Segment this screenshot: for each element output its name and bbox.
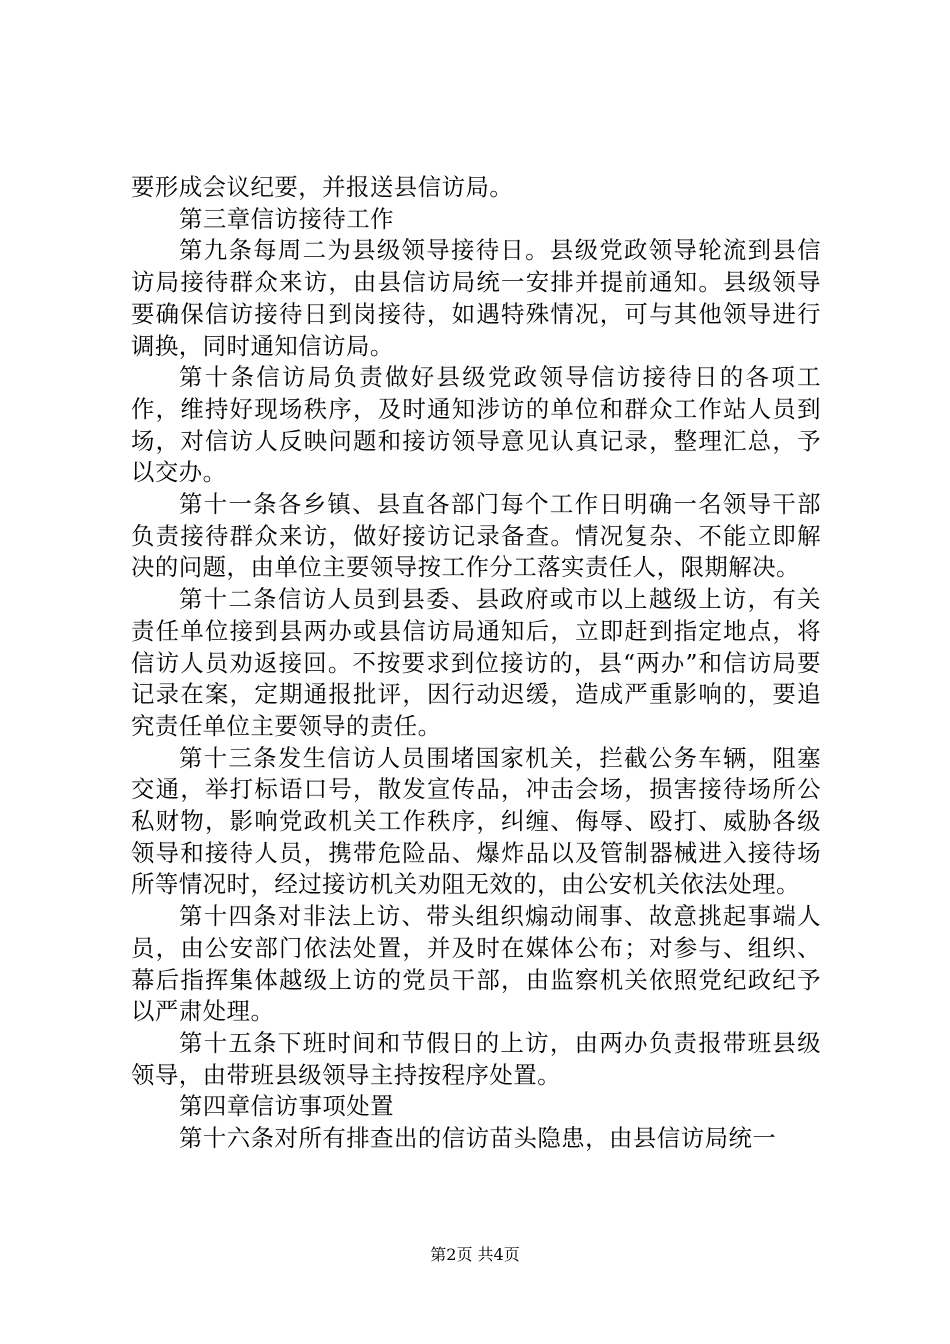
article-13: 第十三条发生信访人员围堵国家机关，拦截公务车辆，阻塞交通，举打标语口号，散发宣传品，冲击会场，损害接待场所公私财物，影响党政机关工作秩序，纠缠、侮辱、殴打、威胁各级领导和接待人员，携带危险品、爆炸品以及管制器械进入接待场所等情况时，经过接访机关劝阻无效的，由公安机关依法处理。 <box>131 743 821 899</box>
chapter-heading-3: 第三章信访接待工作 <box>179 204 395 233</box>
article-9: 第九条每周二为县级领导接待日。县级党政领导轮流到县信访局接待群众来访，由县信访局统一安排并提前通知。县级领导要确保信访接待日到岗接待，如遇特殊情况，可与其他领导进行调换，同时通知信访局。 <box>131 236 821 360</box>
article-14: 第十四条对非法上访、带头组织煽动闹事、故意挑起事端人员，由公安部门依法处置，并及时在媒体公布；对参与、组织、幕后指挥集体越级上访的党员干部，由监察机关依照党纪政纪予以严肃处理。 <box>131 902 821 1026</box>
article-12: 第十二条信访人员到县委、县政府或市以上越级上访，有关责任单位接到县两办或县信访局通知后，立即赶到指定地点，将信访人员劝返接回。不按要求到位接访的，县“两办”和信访局要记录在案，定期通报批评，因行动迟缓，造成严重影响的，要追究责任单位主要领导的责任。 <box>131 585 821 740</box>
page-footer <box>0 1245 950 1265</box>
document-body <box>131 172 821 1155</box>
chapter-heading-4: 第四章信访事项处置 <box>179 1092 395 1121</box>
article-10: 第十条信访局负责做好县级党政领导信访接待日的各项工作，维持好现场秩序，及时通知涉访的单位和群众工作站人员到场，对信访人反映问题和接访领导意见认真记录，整理汇总，予以交办。 <box>131 363 821 487</box>
paragraph-continuation: 要形成会议纪要，并报送县信访局。 <box>131 173 514 201</box>
article-11: 第十一条各乡镇、县直各部门每个工作日明确一名领导干部负责接待群众来访，做好接访记录备查。情况复杂、不能立即解决的问题，由单位主要领导按工作分工落实责任人，限期解决。 <box>131 490 821 582</box>
article-15: 第十五条下班时间和节假日的上访，由两办负责报带班县级领导，由带班县级领导主持按程序处置。 <box>131 1028 821 1089</box>
page-number-label: 第2页 共4页 <box>430 1245 520 1264</box>
article-16: 第十六条对所有排查出的信访苗头隐患，由县信访局统一 <box>179 1124 777 1153</box>
